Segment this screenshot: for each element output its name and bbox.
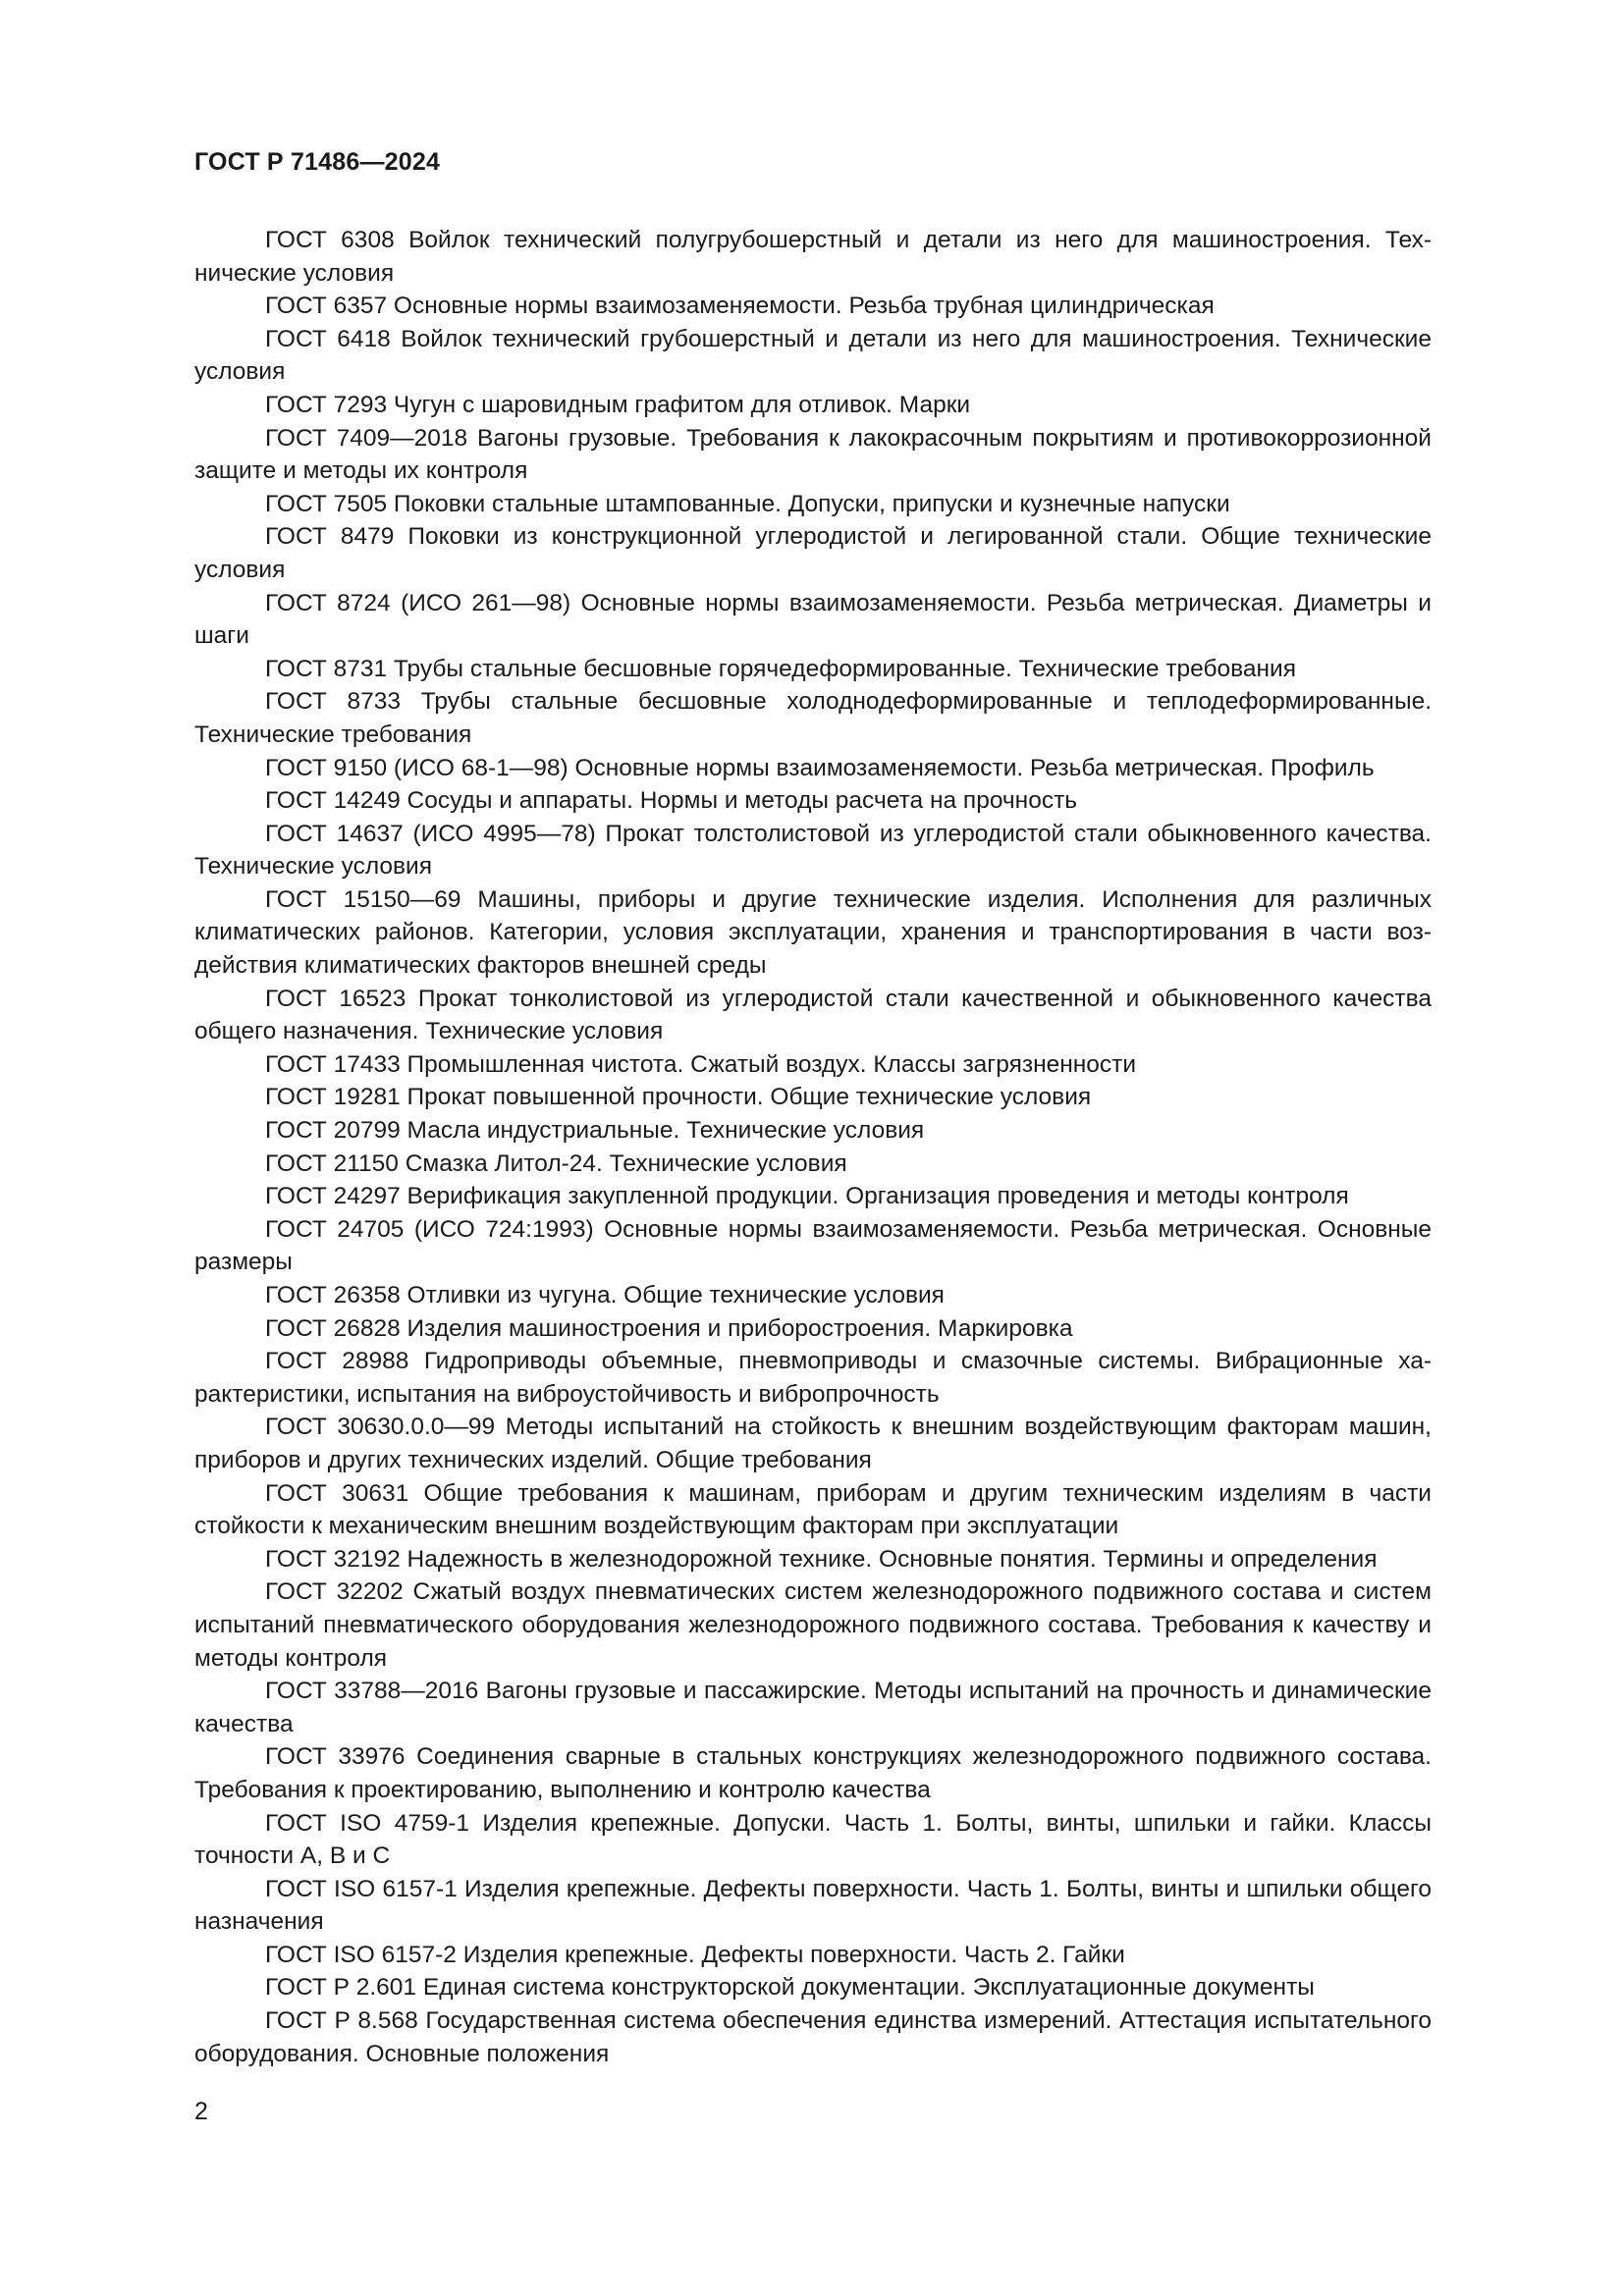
reference-item: ГОСТ 32202 Сжатый воздух пневматических систем железнодорожного подвижного состава и систем испытаний пневматического оборудования железнодорожного подвижного состава. Требования к качеству и методы контроля xyxy=(194,1578,1432,1672)
reference-item: ГОСТ 33788—2016 Вагоны грузовые и пассажирские. Методы испытаний на прочность и динамические качества xyxy=(194,1678,1432,1737)
reference-item: ГОСТ 9150 (ИСО 68-1—98) Основные нормы взаимозаменяемости. Резьба метрическая. Профиль xyxy=(265,754,1375,781)
reference-item: ГОСТ 6308 Войлок технический полугрубошерстный и детали из него для машиностроения. Технические условия xyxy=(194,227,1432,287)
reference-item: ГОСТ 20799 Масла индустриальные. Технические условия xyxy=(265,1117,925,1145)
reference-item: ГОСТ 24297 Верификация закупленной продукции. Организация проведения и методы контроля xyxy=(265,1183,1349,1210)
reference-item: ГОСТ 16523 Прокат тонколистовой из углеродистой стали качественной и обыкновенного качества общего назначения. Технические условия xyxy=(194,985,1432,1045)
reference-item: ГОСТ 7505 Поковки стальные штампованные. Допуски, припуски и кузнечные напуски xyxy=(265,490,1230,517)
document-header: ГОСТ Р 71486—2024 xyxy=(194,148,441,176)
reference-item: ГОСТ 26828 Изделия машиностроения и приборостроения. Маркировка xyxy=(265,1314,1073,1342)
reference-item: ГОСТ Р 2.601 Единая система конструкторской документации. Эксплуатационные документы xyxy=(265,1974,1315,2002)
reference-item: ГОСТ 6357 Основные нормы взаимозаменяемости. Резьба трубная цилиндрическая xyxy=(265,293,1215,320)
reference-item: ГОСТ 7293 Чугун с шаровидным графитом для отливок. Марки xyxy=(265,391,971,418)
reference-item: ГОСТ 8733 Трубы стальные бесшовные холоднодеформированные и теплодеформированные. Технические требования xyxy=(194,688,1432,748)
reference-item: ГОСТ 26358 Отливки из чугуна. Общие технические условия xyxy=(265,1282,945,1308)
reference-item: ГОСТ 30631 Общие требования к машинам, приборам и другим техническим изделиям в части стойкости к механическим внешним воздействующим факторам при эксплуатации xyxy=(194,1479,1432,1540)
reference-item: ГОСТ 8731 Трубы стальные бесшовные горячедеформированные. Технические требования xyxy=(265,655,1296,682)
reference-item: ГОСТ 30630.0.0—99 Методы испытаний на стойкость к внешним воздействующим факторам машин, приборов и других технических изделий. Общие требования xyxy=(194,1414,1432,1473)
reference-item: ГОСТ 21150 Смазка Литол-24. Технические условия xyxy=(265,1149,847,1177)
reference-item: ГОСТ 17433 Промышленная чистота. Сжатый воздух. Классы загрязненности xyxy=(265,1050,1137,1078)
reference-item: ГОСТ 8479 Поковки из конструкционной углеродистой и легированной стали. Общие технические условия xyxy=(194,523,1432,583)
reference-item: ГОСТ 14249 Сосуды и аппараты. Нормы и методы расчета на прочность xyxy=(265,787,1078,815)
reference-item: ГОСТ ISO 4759-1 Изделия крепежные. Допуски. Часть 1. Болты, винты, шпильки и гайки. Классы точности А, В и С xyxy=(194,1809,1432,1870)
reference-item: ГОСТ 15150—69 Машины, приборы и другие технические изделия. Исполнения для различных климатических районов. Категории, условия эксплуатации, хранения и транспортирования в части воздействия климатических факторов внешней среды xyxy=(194,885,1432,980)
reference-item: ГОСТ ISO 6157-1 Изделия крепежные. Дефекты поверхности. Часть 1. Болты, винты и шпильки общего назначения xyxy=(194,1875,1432,1936)
reference-item: ГОСТ ISO 6157-2 Изделия крепежные. Дефекты поверхности. Часть 2. Гайки xyxy=(265,1941,1125,1968)
reference-item: ГОСТ 32192 Надежность в железнодорожной технике. Основные понятия. Термины и определения xyxy=(265,1545,1378,1573)
reference-item: ГОСТ 7409—2018 Вагоны грузовые. Требования к лакокрасочным покрытиям и противокоррозионной защите и методы их контроля xyxy=(194,424,1432,485)
normative-references-list xyxy=(194,224,1432,2070)
reference-item: ГОСТ 8724 (ИСО 261—98) Основные нормы взаимозаменяемости. Резьба метрическая. Диаметры и шаги xyxy=(194,589,1432,650)
reference-item: ГОСТ 6418 Войлок технический грубошерстный и детали из него для машиностроения. Технические условия xyxy=(194,325,1432,386)
reference-item: ГОСТ Р 8.568 Государственная система обеспечения единства измерений. Аттестация испытательного оборудования. Основные положения xyxy=(194,2007,1432,2067)
reference-item: ГОСТ 33976 Соединения сварные в стальных конструкциях железнодорожного подвижного состава. Требования к проектированию, выполнению и контролю качества xyxy=(194,1743,1432,1803)
reference-item: ГОСТ 19281 Прокат повышенной прочности. Общие технические условия xyxy=(265,1084,1092,1111)
reference-item: ГОСТ 14637 (ИСО 4995—78) Прокат толстолистовой из углеродистой стали обыкновенного качества. Технические условия xyxy=(194,820,1432,881)
reference-item: ГОСТ 24705 (ИСО 724:1993) Основные нормы взаимозаменяемости. Резьба метрическая. Основные размеры xyxy=(194,1215,1432,1276)
page-number: 2 xyxy=(194,2098,208,2125)
reference-item: ГОСТ 28988 Гидроприводы объемные, пневмоприводы и смазочные системы. Вибрационные характеристики, испытания на виброустойчивость и вибропрочность xyxy=(194,1348,1432,1408)
